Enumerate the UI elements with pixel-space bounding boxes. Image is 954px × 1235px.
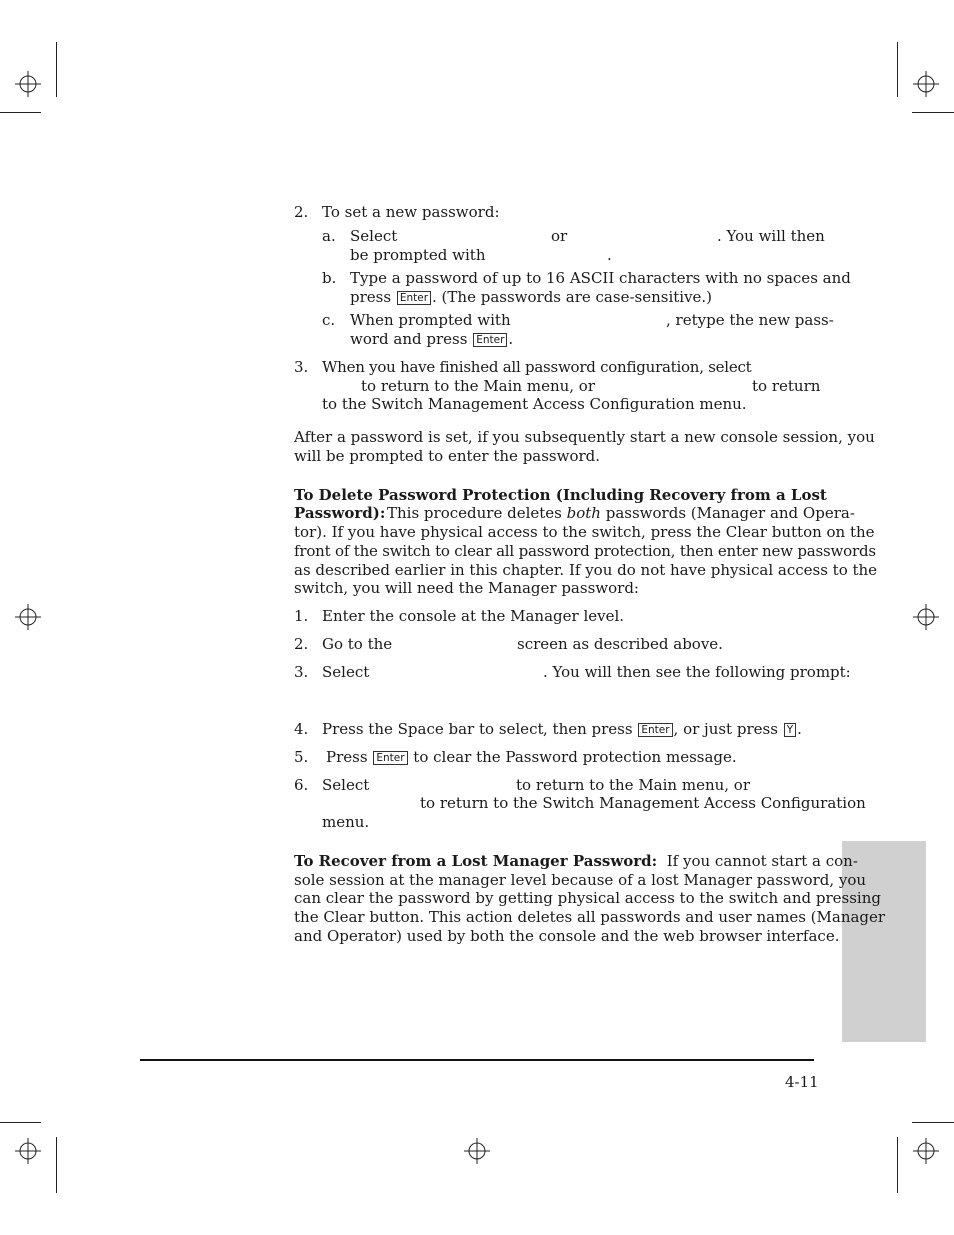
substep-label: c. (322, 311, 336, 329)
step-text: to return to the Main menu, or (361, 377, 596, 395)
step-number: 1. (294, 607, 309, 625)
footer-rule (140, 1059, 814, 1061)
paragraph-line: To Recover from a Lost Manager Password: If you cannot start a con- (294, 852, 858, 870)
crop-mark (0, 1122, 41, 1123)
paragraph-line: tor). If you have physical access to the switch, press the Clear button on the (294, 523, 875, 541)
step-text: Select (322, 776, 370, 794)
step-text: to return to the Switch Management Access Configuration (420, 794, 866, 812)
paragraph-line: switch, you will need the Manager password: (294, 579, 639, 597)
section-heading: To Recover from a Lost Manager Password: (294, 852, 658, 870)
step-text: When you have finished all password configuration, select (322, 358, 752, 376)
paragraph-line: the Clear button. This action deletes all passwords and user names (Manager (294, 908, 886, 926)
substep-text: press Enter . (The passwords are case-sensitive.) (350, 288, 713, 306)
step-text: Press the Space bar to select (322, 720, 544, 738)
step-text: to the Switch Management Access Configuration menu. (322, 395, 747, 413)
registration-mark-icon (15, 604, 41, 630)
crop-mark (897, 1137, 898, 1193)
substep-text: , retype the new pass- (666, 311, 834, 329)
step-number: 2. (294, 203, 309, 221)
step-text: Select (322, 663, 370, 681)
step-text: Press Enter to clear the Password protection message. (326, 748, 737, 766)
page-number: 4-11 (785, 1073, 819, 1091)
substep-text: When prompted with (350, 311, 511, 329)
paragraph-line: sole session at the manager level because of a lost Manager password, you (294, 871, 867, 889)
step-number: 4. (294, 720, 309, 738)
step-text: screen as described above. (517, 635, 723, 653)
substep-text: word and press Enter . (350, 330, 514, 348)
paragraph-line: After a password is set, if you subsequently start a new console session, you (294, 428, 875, 446)
section-heading: To Delete Password Protection (Including Recovery from a Lost (294, 486, 827, 504)
substep-text: . (607, 246, 612, 264)
crop-mark (912, 112, 954, 113)
step-text: Go to the (322, 635, 393, 653)
step-text: menu. (322, 813, 370, 831)
crop-mark (56, 42, 57, 97)
crop-mark (0, 112, 41, 113)
enter-key-icon: Enter (638, 723, 672, 737)
paragraph-line: as described earlier in this chapter. If you do not have physical access to the (294, 561, 878, 579)
enter-key-icon: Enter (373, 751, 407, 765)
registration-mark-icon (464, 1138, 490, 1164)
registration-mark-icon (913, 71, 939, 97)
step-number: 6. (294, 776, 309, 794)
registration-mark-icon (913, 1138, 939, 1164)
enter-key-icon: Enter (397, 291, 431, 305)
substep-text: Type a password of up to 16 ASCII characters with no spaces and (350, 269, 851, 287)
substep-text: be prompted with (350, 246, 486, 264)
registration-mark-icon (15, 1138, 41, 1164)
paragraph-line: This procedure deletes both passwords (Manager and Opera- (387, 504, 855, 522)
paragraph-line: and Operator) used by both the console and the web browser interface. (294, 927, 840, 945)
substep-label: b. (322, 269, 337, 287)
step-text: Enter the console at the Manager level. (322, 607, 625, 625)
registration-mark-icon (15, 71, 41, 97)
enter-key-icon: Enter (473, 333, 507, 347)
crop-mark (912, 1122, 954, 1123)
step-text: to return (752, 377, 821, 395)
step-number: 5. (294, 748, 309, 766)
step-number: 3. (294, 358, 309, 376)
crop-mark (56, 1137, 57, 1193)
paragraph-line: will be prompted to enter the password. (294, 447, 601, 465)
registration-mark-icon (913, 604, 939, 630)
substep-text: . You will then (717, 227, 825, 245)
paragraph-line: front of the switch to clear all password protection, then enter new passwords (294, 542, 876, 560)
step-text: to return to the Main menu, or (516, 776, 751, 794)
step-number: 3. (294, 663, 309, 681)
substep-text: or (551, 227, 568, 245)
step-text: , then press Enter , or just press Y . (543, 720, 802, 738)
crop-mark (897, 42, 898, 97)
paragraph-line: can clear the password by getting physical access to the switch and pressing (294, 889, 881, 907)
substep-text: Select (350, 227, 398, 245)
step-text: . You will then see the following prompt: (543, 663, 851, 681)
y-key-icon: Y (784, 723, 796, 737)
step-number: 2. (294, 635, 309, 653)
section-heading: Password): (294, 504, 386, 522)
step-text: To set a new password: (322, 203, 500, 221)
substep-label: a. (322, 227, 336, 245)
